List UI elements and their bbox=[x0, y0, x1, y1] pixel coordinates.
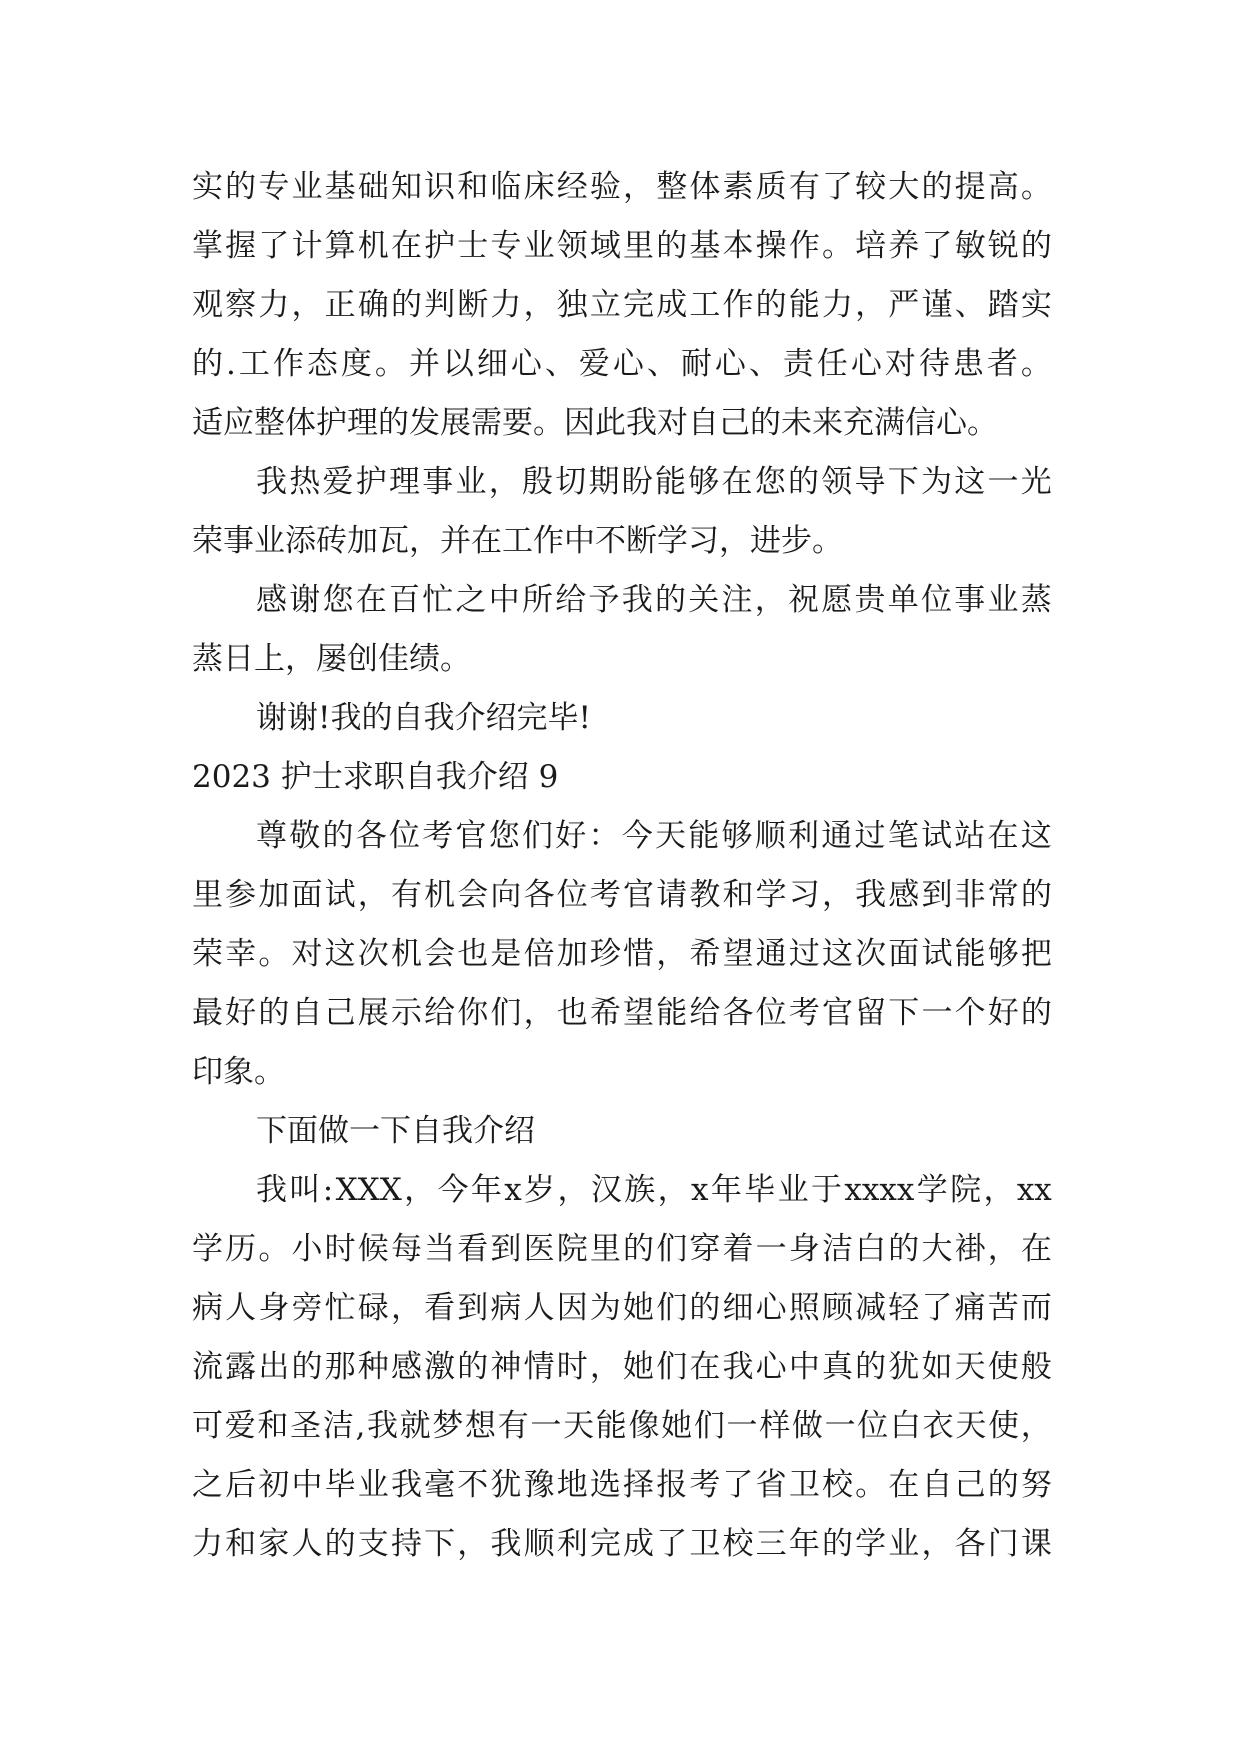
text-line: 里 参 加 面 试 ， 有 机 会 向 各 位 考 官 请 教 和 学 习 ， 我 感 到 非 常 的 bbox=[192, 877, 1052, 913]
section-heading: 2023 护士求职自我介绍 9 bbox=[192, 759, 559, 795]
text-line: 荣事业添砖加瓦，并在工作中不断学习，进步。 bbox=[192, 523, 843, 559]
text-line: 谢谢!我的自我介绍完毕! bbox=[256, 700, 591, 736]
document-body bbox=[192, 158, 1052, 1574]
text-line: 尊 敬 的 各 位 考 官 您 们 好 ： 今 天 能 够 顺 利 通 过 笔 试 站 在 这 bbox=[256, 818, 1052, 854]
text-line: 实 的 专 业 基 础 知 识 和 临 床 经 验 ， 整 体 素 质 有 了 较 大 的 提 高 。 bbox=[192, 169, 1052, 205]
text-line: 掌 握 了 计 算 机 在 护 士 专 业 领 域 里 的 基 本 操 作 。 培 养 了 敏 锐 的 bbox=[192, 228, 1052, 264]
text-line: 下面做一下自我介绍 bbox=[256, 1113, 535, 1149]
text-line: 之 后 初 中 毕 业 我 毫 不 犹 豫 地 选 择 报 考 了 省 卫 校 。 在 自 己 的 努 bbox=[192, 1467, 1052, 1503]
text-line: 可 爱 和 圣 洁 , 我 就 梦 想 有 一 天 能 像 她 们 一 样 做 一 位 白 衣 天 使 ， bbox=[192, 1408, 1052, 1444]
text-line: 病 人 身 旁 忙 碌 ， 看 到 病 人 因 为 她 们 的 细 心 照 顾 减 轻 了 痛 苦 而 bbox=[192, 1290, 1052, 1326]
text-line: 我 叫 : XXX ， 今 年 x 岁 ， 汉 族 ， x 年 毕 业 于 xxxx 学 院 ， xx bbox=[256, 1172, 1052, 1208]
text-line: 流 露 出 的 那 种 感 激 的 神 情 时 ， 她 们 在 我 心 中 真 的 犹 如 天 使 般 bbox=[192, 1349, 1052, 1385]
text-line: 荣 幸 。 对 这 次 机 会 也 是 倍 加 珍 惜 ， 希 望 通 过 这 次 面 试 能 够 把 bbox=[192, 936, 1052, 972]
text-line: 蒸日上，屡创佳绩。 bbox=[192, 641, 471, 677]
text-line: 我 热 爱 护 理 事 业 ， 殷 切 期 盼 能 够 在 您 的 领 导 下 为 这 一 光 bbox=[256, 464, 1052, 500]
text-line: 学 历 。 小 时 候 每 当 看 到 医 院 里 的 们 穿 着 一 身 洁 白 的 大 褂 ， 在 bbox=[192, 1231, 1052, 1267]
text-line: 观 察 力 ， 正 确 的 判 断 力 ， 独 立 完 成 工 作 的 能 力 ， 严 谨 、 踏 实 bbox=[192, 287, 1052, 323]
text-line: 最 好 的 自 己 展 示 给 你 们 ， 也 希 望 能 给 各 位 考 官 留 下 一 个 好 的 bbox=[192, 995, 1052, 1031]
text-line: 适应整体护理的发展需要。因此我对自己的未来充满信心。 bbox=[192, 405, 998, 441]
text-line: 力 和 家 人 的 支 持 下 ， 我 顺 利 完 成 了 卫 校 三 年 的 学 业 ， 各 门 课 bbox=[192, 1526, 1052, 1562]
text-line: 感 谢 您 在 百 忙 之 中 所 给 予 我 的 关 注 ， 祝 愿 贵 单 位 事 业 蒸 bbox=[256, 582, 1052, 618]
text-line: 印象。 bbox=[192, 1054, 285, 1090]
text-line: 的 . 工 作 态 度 。 并 以 细 心 、 爱 心 、 耐 心 、 责 任 心 对 待 患 者 。 bbox=[192, 346, 1052, 382]
